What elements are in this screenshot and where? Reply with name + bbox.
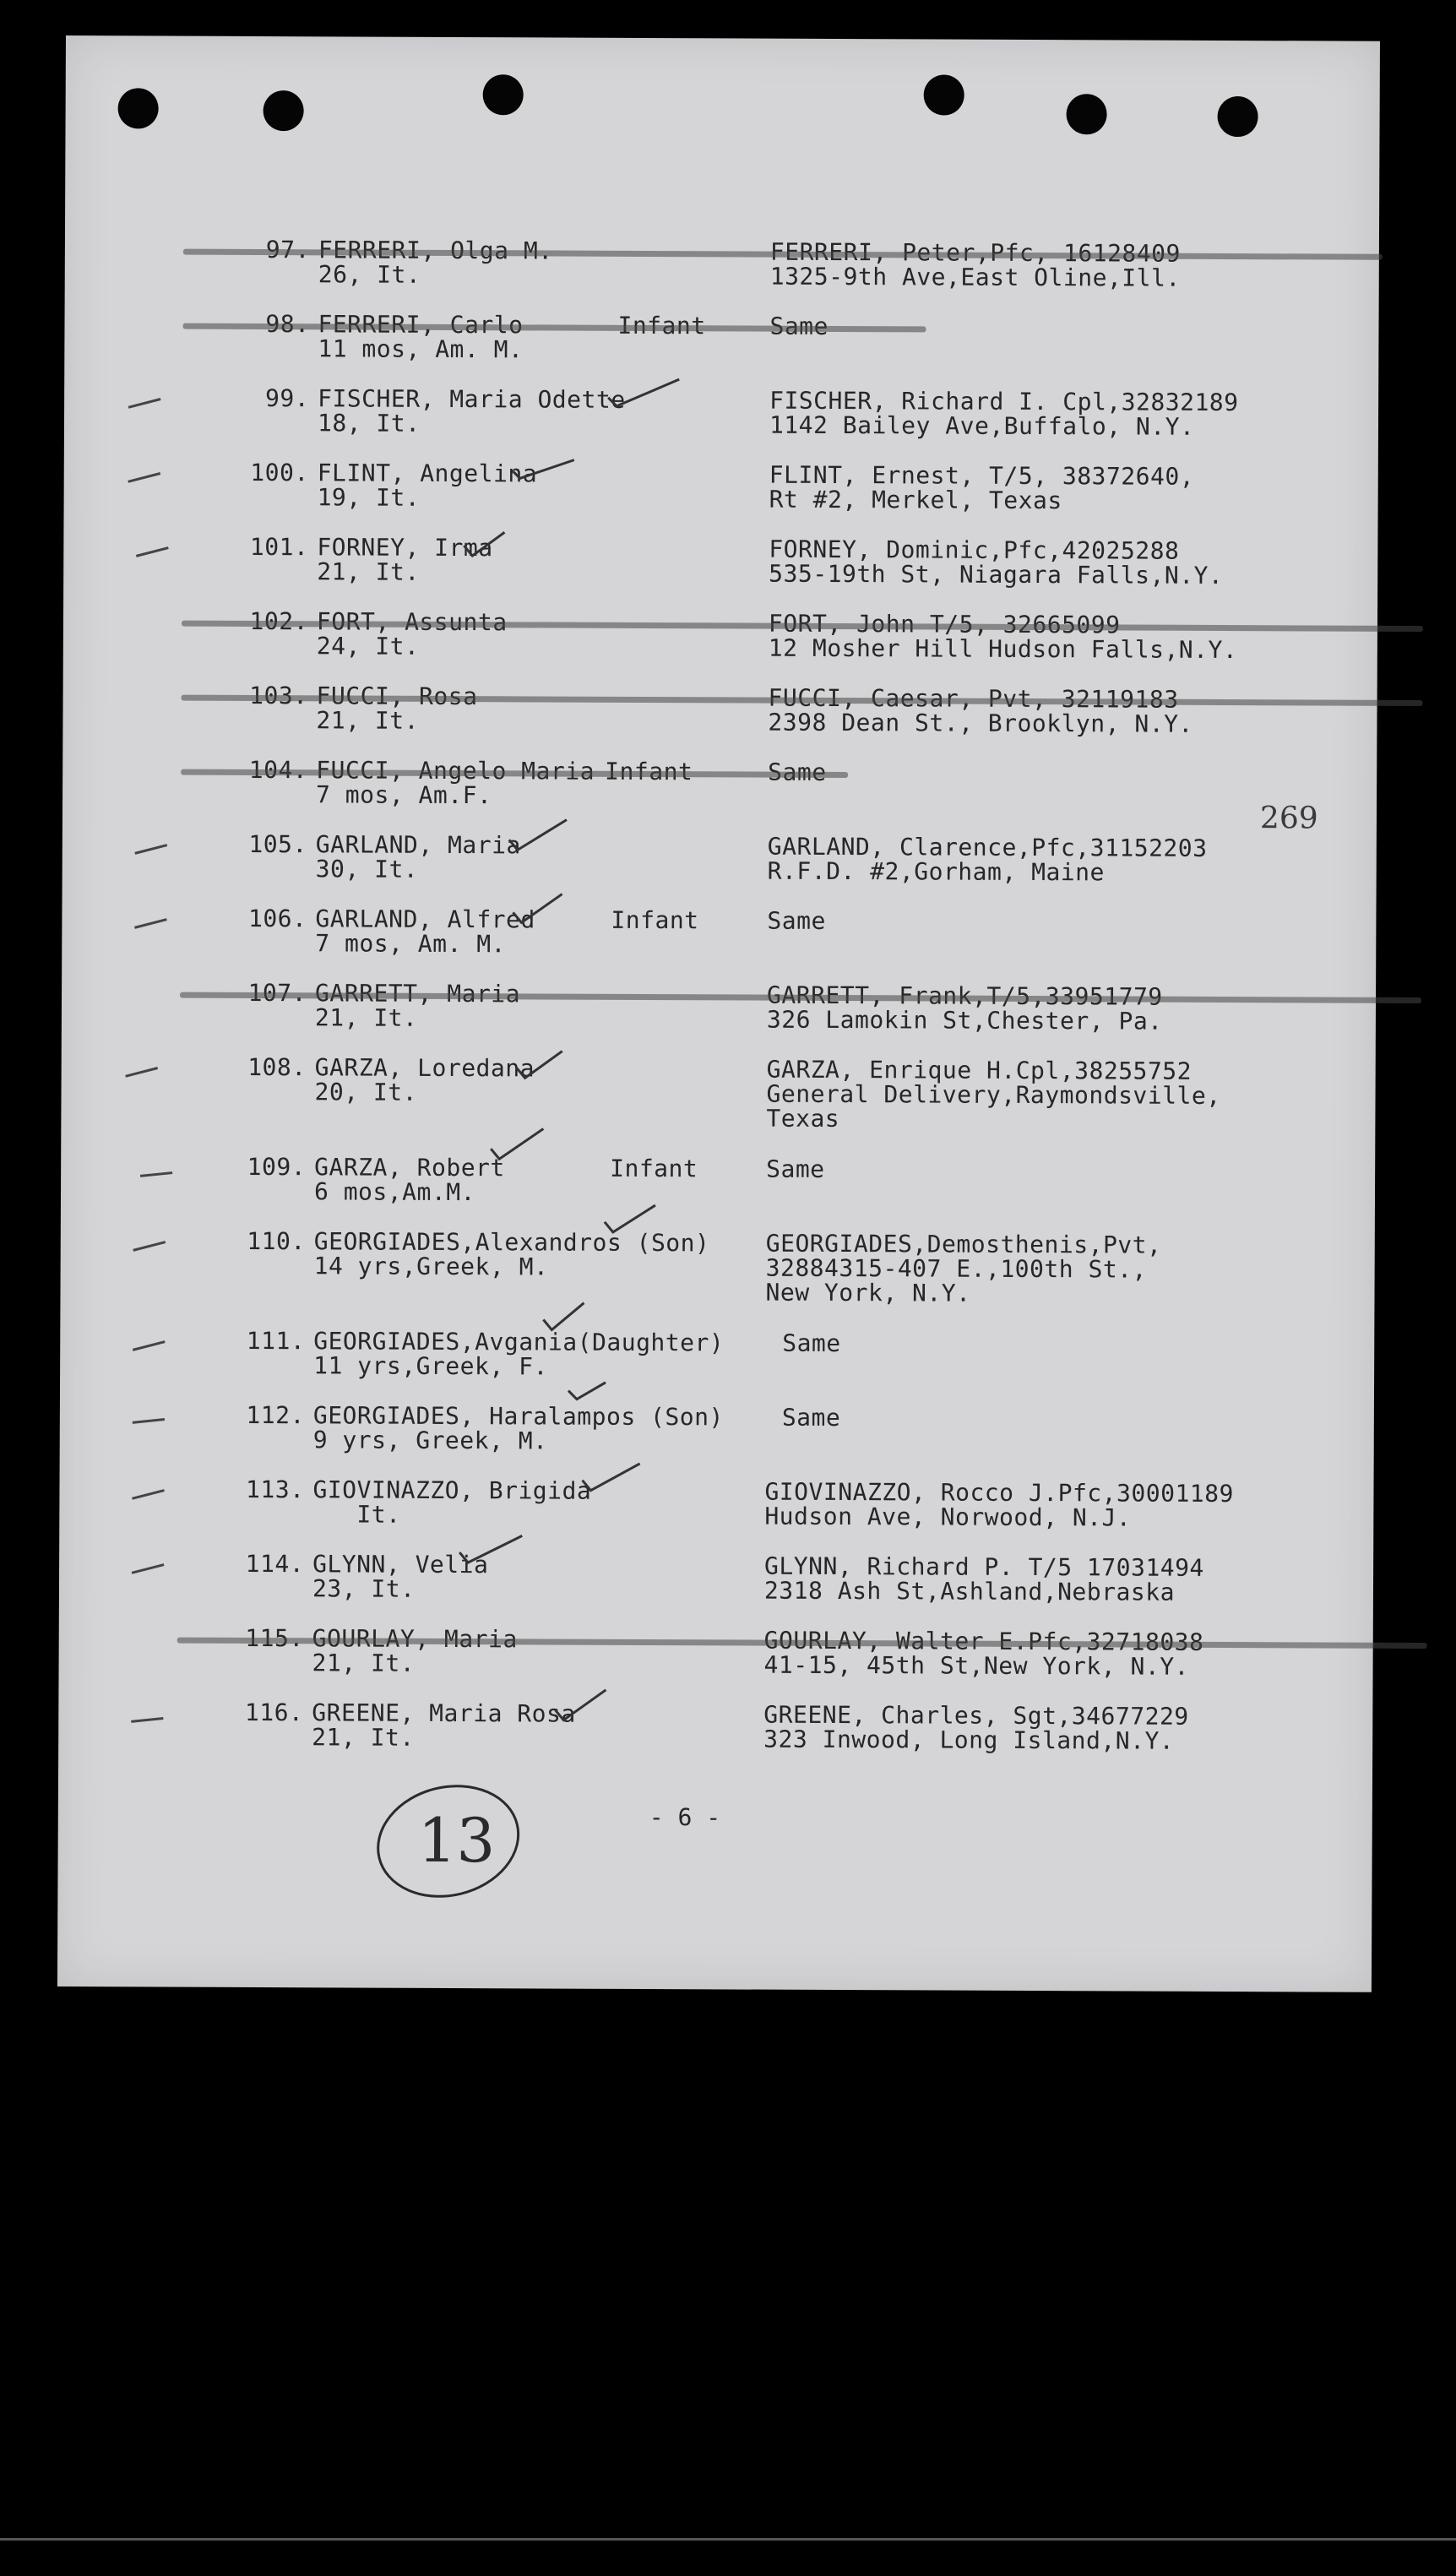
margin-mark-icon [134, 546, 170, 557]
entry-number: 110. [247, 1226, 306, 1256]
margin-mark-icon [129, 1713, 165, 1725]
entry-details: 11 yrs,Greek, F. [313, 1351, 548, 1381]
margin-mark-icon [139, 1167, 174, 1179]
sponsor-address: 41-15, 45th St,New York, N.Y. [763, 1650, 1190, 1681]
check-mark-icon [540, 1299, 587, 1333]
margin-mark-icon [130, 1562, 166, 1574]
entry-details: 26, It. [318, 260, 421, 289]
entry-number: 116. [244, 1698, 304, 1727]
punch-hole [263, 90, 304, 131]
check-mark-icon [510, 456, 578, 483]
sponsor-name: Same [767, 906, 826, 935]
entry-details: It. [312, 1500, 401, 1529]
entry-name: GLYNN, Velia [312, 1550, 489, 1579]
check-mark-icon [460, 529, 508, 559]
entry-details: 21, It. [312, 1723, 415, 1752]
list-entry [122, 904, 1321, 959]
sponsor-address: Texas [766, 1104, 840, 1133]
margin-mark-icon [131, 1340, 166, 1351]
sponsor-address: 2398 Dean St., Brooklyn, N.Y. [768, 708, 1193, 738]
punch-hole [1067, 94, 1107, 134]
punch-hole [118, 88, 159, 128]
entry-name: FORNEY, Irma [317, 533, 493, 562]
sponsor-name: Same [766, 1155, 825, 1183]
check-mark-icon [509, 890, 565, 926]
entry-details: 7 mos, Am. M. [315, 929, 507, 959]
sponsor-name: Same [782, 1329, 841, 1358]
entry-name: GIOVINAZZO, Brigida [312, 1475, 592, 1505]
entry-number: 111. [246, 1326, 306, 1356]
entry-name: GARZA, Loredana [314, 1053, 535, 1083]
sponsor-name: GARLAND, Clarence,Pfc,31152203 [767, 832, 1208, 862]
check-mark-icon [513, 1047, 566, 1081]
check-mark-icon [487, 1125, 546, 1162]
entry-details: 21, It. [317, 557, 420, 586]
entry-number: 106. [247, 904, 307, 933]
entry-name: GEORGIADES,Alexandros (Son) [313, 1227, 710, 1258]
list-entry [122, 682, 1322, 738]
sponsor-address: Hudson Ave, Norwood, N.J. [764, 1502, 1132, 1532]
list-entry [117, 1698, 1317, 1755]
svg-text:13: 13 [417, 1804, 496, 1877]
list-entry [119, 1326, 1318, 1381]
check-mark-icon [456, 1532, 525, 1566]
sponsor-name: GEORGIADES,Demosthenis,Pvt, [765, 1229, 1162, 1259]
entry-details: 21, It. [314, 1003, 418, 1032]
list-entry [119, 1400, 1318, 1455]
entry-name: GARLAND, Maria [315, 830, 521, 860]
entry-name: GREENE, Maria Rosa [312, 1698, 576, 1728]
sponsor-address: 1325-9th Ave,East Oline,Ill. [769, 262, 1181, 292]
punch-hole [924, 74, 964, 115]
list-entry [121, 1052, 1320, 1133]
entry-details: 23, It. [312, 1574, 416, 1603]
list-entry [123, 384, 1323, 441]
entry-number: 113. [245, 1475, 305, 1504]
entry-number: 105. [248, 829, 307, 859]
entry-details: 14 yrs,Greek, M. [313, 1252, 549, 1281]
entry-name: FISCHER, Maria Odette [318, 384, 626, 414]
page-stamp-number: 269 [1259, 801, 1318, 836]
entry-details: 20, It. [314, 1078, 418, 1106]
margin-mark-icon [133, 917, 168, 929]
entry-details: 18, It. [317, 409, 421, 437]
list-entry [118, 1625, 1317, 1681]
check-mark-icon [605, 376, 682, 410]
margin-mark-icon [132, 1240, 167, 1252]
punch-hole [1217, 96, 1258, 137]
entry-details: 19, It. [317, 483, 421, 512]
list-entry [120, 1226, 1319, 1307]
circled-number-mark [370, 1777, 531, 1905]
entry-number: 109. [247, 1152, 307, 1182]
entry-name: GEORGIADES, Haralampos (Son) [312, 1401, 724, 1432]
entry-details: 21, It. [312, 1649, 416, 1677]
sponsor-name: GIOVINAZZO, Rocco J.Pfc,30001189 [764, 1477, 1234, 1508]
list-entry [119, 1475, 1318, 1532]
margin-mark-icon [133, 843, 169, 855]
check-mark-icon [579, 1460, 643, 1494]
entry-number: 101. [249, 532, 309, 562]
entry-name: FLINT, Angelina [317, 459, 538, 488]
check-mark-icon [565, 1379, 609, 1405]
entry-details: 21, It. [316, 706, 420, 735]
margin-mark-icon [131, 1414, 166, 1426]
entry-number: 114. [245, 1549, 305, 1579]
sponsor-address: 326 Lamokin St,Chester, Pa. [766, 1005, 1163, 1035]
margin-mark-icon [124, 1066, 160, 1078]
margin-mark-icon [127, 397, 162, 409]
check-mark-icon [506, 816, 570, 853]
entry-name: GARZA, Robert [314, 1153, 505, 1182]
sponsor-name: GLYNN, Richard P. T/5 17031494 [764, 1552, 1204, 1582]
sponsor-address: 32884315-407 E.,100th St., [765, 1253, 1148, 1284]
entry-name: GEORGIADES,Avgania(Daughter) [313, 1327, 725, 1357]
list-entry [118, 1549, 1317, 1606]
sponsor-name: FORNEY, Dominic,Pfc,42025288 [769, 535, 1180, 565]
entry-details: 30, It. [315, 855, 419, 883]
check-mark-icon [551, 1687, 609, 1724]
list-entry [122, 757, 1321, 810]
margin-mark-icon [127, 471, 162, 483]
entry-number: 100. [250, 458, 309, 487]
list-entry [122, 608, 1322, 665]
check-mark-icon [601, 1202, 659, 1236]
scan-edge-line [0, 2538, 1456, 2541]
entry-details: 24, It. [316, 632, 420, 660]
sponsor-address: R.F.D. #2,Gorham, Maine [767, 856, 1105, 887]
entry-details: 7 mos, Am.F. [316, 780, 492, 810]
sponsor-address: Rt #2, Merkel, Texas [769, 485, 1062, 515]
sponsor-name: FLINT, Ernest, T/5, 38372640, [769, 460, 1195, 491]
list-entry [121, 980, 1320, 1035]
sponsor-name: GARZA, Enrique H.Cpl,38255752 [766, 1055, 1193, 1085]
entry-details: 6 mos,Am.M. [313, 1177, 476, 1207]
sponsor-address: 1142 Bailey Ave,Buffalo, N.Y. [769, 410, 1195, 441]
margin-mark-icon [130, 1488, 166, 1500]
sponsor-address: General Delivery,Raymondsville, [766, 1079, 1221, 1110]
entry-number: 112. [246, 1400, 305, 1430]
infant-label: Infant [610, 1154, 698, 1183]
punch-hole [483, 74, 524, 115]
page-footer: - 6 - [649, 1803, 721, 1832]
entry-details: 9 yrs, Greek, M. [312, 1426, 548, 1455]
list-entry [123, 458, 1323, 515]
entry-number: 108. [247, 1052, 307, 1082]
entry-details: 11 mos, Am. M. [318, 334, 524, 364]
sponsor-address: 2318 Ash St,Ashland,Nebraska [763, 1576, 1176, 1606]
sponsor-address: 323 Inwood, Long Island,N.Y. [763, 1725, 1175, 1755]
sponsor-address: 535-19th St, Niagara Falls,N.Y. [769, 559, 1224, 590]
sponsor-address: New York, N.Y. [765, 1278, 971, 1307]
list-entry [124, 236, 1323, 292]
sponsor-name: Same [781, 1403, 841, 1432]
sponsor-address: 12 Mosher Hill Hudson Falls,N.Y. [768, 633, 1238, 665]
entry-name: GARLAND, Alfred [315, 905, 535, 934]
entry-number: 99. [264, 384, 310, 413]
sponsor-name: GREENE, Charles, Sgt,34677229 [763, 1700, 1189, 1731]
list-entry [124, 311, 1323, 364]
infant-label: Infant [611, 905, 699, 935]
list-entry [122, 532, 1322, 590]
list-entry [120, 1152, 1319, 1207]
document-page [57, 35, 1380, 1992]
sponsor-name: FISCHER, Richard I. Cpl,32832189 [769, 386, 1239, 417]
list-entry [122, 829, 1321, 887]
